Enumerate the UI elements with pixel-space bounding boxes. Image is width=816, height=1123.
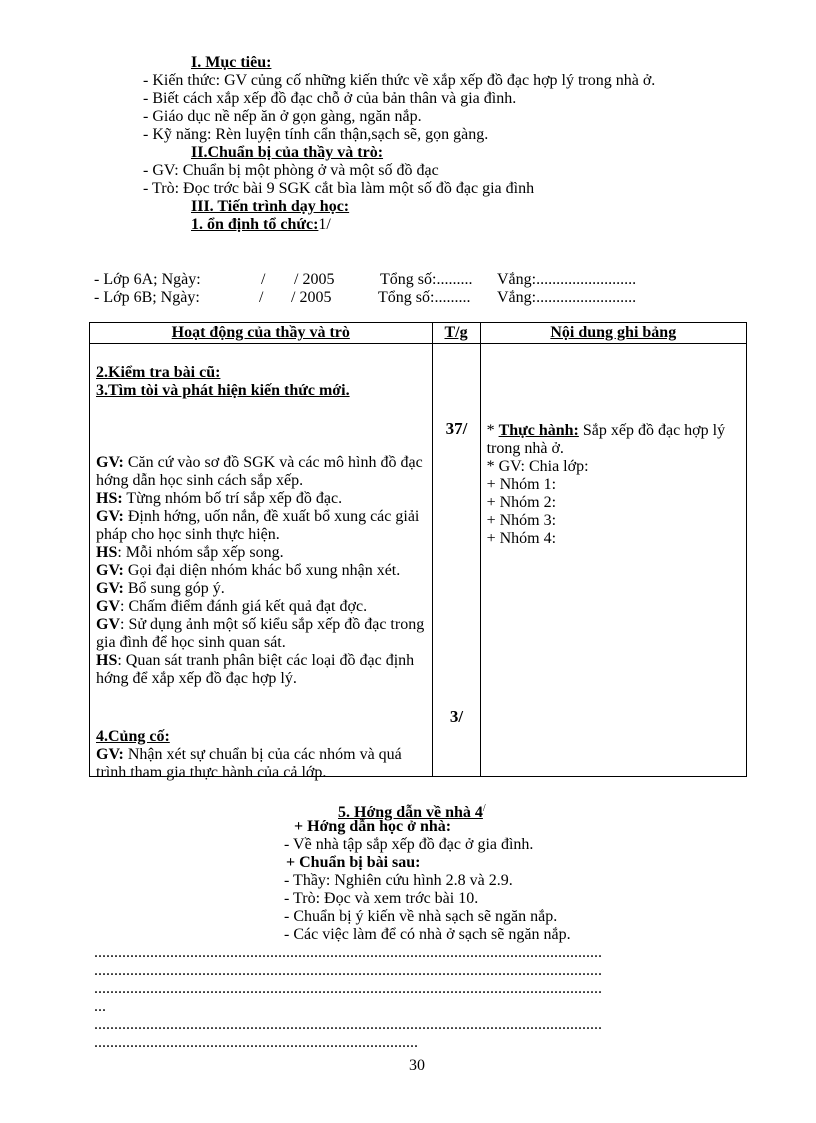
practice-label: Thực hành: bbox=[498, 422, 579, 439]
section-3-heading: III. Tiến trình dạy học: bbox=[191, 198, 350, 215]
content-item: + Nhóm 2: bbox=[486, 494, 557, 511]
activity-actor: HS bbox=[96, 544, 118, 561]
dotted-line: ............................................................................................................................... bbox=[94, 944, 602, 961]
preparation-item: - Trò: Đọc trớc bài 9 SGK cắt bìa làm một số đồ đạc gia đình bbox=[143, 180, 535, 197]
prepare-next-title: + Chuẩn bị bài sau: bbox=[286, 854, 421, 871]
date-year: / 2005 bbox=[291, 289, 332, 306]
total-count: Tổng số:......... bbox=[380, 271, 473, 288]
homework-guide-title: + Hớng dẫn học ở nhà: bbox=[294, 818, 452, 835]
activity-actor: HS: bbox=[96, 490, 123, 507]
date-slash: / bbox=[261, 271, 266, 288]
activity-item bbox=[96, 580, 426, 598]
section-5-heading bbox=[284, 800, 571, 821]
activity-item bbox=[96, 652, 426, 688]
prepare-item: - Các việc làm để có nhà ở sạch sẽ ngăn nắp. bbox=[284, 926, 571, 943]
activities-list bbox=[96, 454, 426, 688]
section-1-heading: I. Mục tiêu: bbox=[191, 54, 272, 71]
attendance-block bbox=[94, 271, 654, 307]
dotted-line: ............................................................................................................................... bbox=[94, 980, 602, 997]
time-cell bbox=[432, 344, 480, 777]
prepare-item: - Thầy: Nghiên cứu hình 2.8 và 2.9. bbox=[284, 872, 513, 889]
content-item: + Nhóm 4: bbox=[486, 530, 557, 547]
date-slash: / bbox=[259, 289, 264, 306]
sub1-label: 1. ổn định tổ chức: bbox=[191, 216, 319, 233]
content-cell bbox=[480, 344, 746, 777]
practice-title bbox=[487, 422, 743, 458]
prepare-item: - Chuẩn bị ý kiến về nhà sạch sẽ ngăn nắp. bbox=[284, 908, 558, 925]
activity-text: : Mỗi nhóm sắp xếp song. bbox=[117, 544, 284, 561]
objective-item: - Biết cách xắp xếp đồ đạc chỗ ở của bản thân và gia đình. bbox=[143, 90, 517, 107]
attendance-row bbox=[94, 271, 654, 289]
activity-actor: HS bbox=[96, 652, 118, 669]
content-block bbox=[487, 422, 743, 548]
header-activities: Hoạt động của thầy và trò bbox=[90, 323, 433, 344]
total-count: Tổng số:......... bbox=[378, 289, 471, 306]
activity-actor: GV bbox=[96, 598, 120, 615]
content-item: + Nhóm 1: bbox=[486, 476, 557, 493]
dotted-line: ............................................................................................................................... bbox=[94, 962, 602, 979]
prepare-next-heading bbox=[284, 854, 571, 872]
dotted-line: ............................................................................................................................... bbox=[94, 1016, 602, 1033]
discover-heading: 3.Tìm tòi và phát hiện kiến thức mới. bbox=[96, 382, 350, 399]
activity-text: : Chấm điểm đánh giá kết quả đạt đợc. bbox=[120, 598, 368, 615]
time-value: 3/ bbox=[449, 707, 464, 726]
sub1-time: 1/ bbox=[318, 216, 331, 233]
objective-item: - Kiến thức: GV củng cố những kiến thức về xắp xếp đồ đạc hợp lý trong nhà ở. bbox=[143, 72, 656, 89]
activity-item bbox=[96, 544, 426, 562]
section-5-time: / bbox=[482, 803, 486, 814]
header-content: Nội dung ghi bảng bbox=[480, 323, 746, 344]
absent-count: Vắng:......................... bbox=[497, 271, 637, 288]
dotted-line: ... bbox=[94, 998, 106, 1015]
preparation-item: - GV: Chuẩn bị một phòng ở và một số đồ đạc bbox=[143, 162, 439, 179]
activity-text: Gọi đại diện nhóm khác bổ xung nhận xét. bbox=[123, 562, 401, 579]
practice-text: Sắp xếp đồ đạc hợp lý trong nhà ở. bbox=[486, 422, 726, 457]
consolidate-heading: 4.Củng cố: bbox=[96, 728, 170, 745]
activity-actor: GV: bbox=[96, 454, 124, 471]
homework-block bbox=[284, 800, 571, 944]
objective-item: - Giáo dục nề nếp ăn ở gọn gàng, ngăn nắp. bbox=[143, 108, 422, 125]
activity-item bbox=[96, 490, 426, 508]
activity-text: Định hớng, uốn nắn, đề xuất bổ xung các giải pháp cho học sinh thực hiện. bbox=[96, 508, 420, 543]
section-5-title: 5. Hớng dẫn về nhà 4 bbox=[338, 804, 483, 821]
section-2-heading: II.Chuẩn bị của thầy và trò: bbox=[191, 144, 384, 161]
header-time: T/g bbox=[432, 323, 480, 344]
activities-cell bbox=[90, 344, 433, 781]
activity-text: Từng nhóm bố trí sắp xếp đồ đạc. bbox=[122, 490, 343, 507]
dotted-line: ................................................................................. bbox=[94, 1034, 418, 1051]
bullet: * bbox=[486, 422, 499, 439]
activity-actor: GV: bbox=[96, 562, 124, 579]
content-item: + Nhóm 3: bbox=[486, 512, 557, 529]
absent-count: Vắng:......................... bbox=[497, 289, 637, 306]
content-item: * GV: Chia lớp: bbox=[486, 458, 589, 475]
activity-item bbox=[96, 562, 426, 580]
homework-item: - Về nhà tập sắp xếp đồ đạc ở gia đình. bbox=[284, 836, 534, 853]
table-body-row bbox=[90, 344, 747, 777]
homework-guide-heading bbox=[284, 818, 571, 836]
activity-actor: GV: bbox=[96, 580, 124, 597]
activity-item bbox=[96, 454, 426, 490]
review-heading: 2.Kiểm tra bài cũ: bbox=[96, 364, 221, 381]
time-value: 37/ bbox=[445, 419, 468, 438]
activity-actor: GV bbox=[96, 616, 120, 633]
activity-text: Căn cứ vào sơ đồ SGK và các mô hình đồ đạc hớng dẫn học sinh cách sắp xếp. bbox=[96, 454, 423, 489]
activity-item bbox=[96, 508, 426, 544]
date-year: / 2005 bbox=[294, 271, 335, 288]
prepare-item: - Trò: Đọc và xem trớc bài 10. bbox=[284, 890, 479, 907]
activity-text: Nhận xét sự chuẩn bị của các nhóm và quá trình tham gia thực hành của cả lớp. bbox=[96, 746, 402, 781]
activity-actor: GV: bbox=[96, 746, 124, 763]
table-header-row bbox=[90, 323, 747, 344]
activity-text: : Sử dụng ảnh một số kiểu sắp xếp đồ đạc trong gia đình để học sinh quan sát. bbox=[96, 616, 425, 651]
objectives-block bbox=[143, 54, 743, 234]
class-label: - Lớp 6A; Ngày: bbox=[94, 271, 201, 288]
notes-lines bbox=[94, 944, 602, 1052]
activity-actor: GV: bbox=[96, 508, 124, 525]
objective-item: - Kỹ năng: Rèn luyện tính cẩn thận,sạch sẽ, gọn gàng. bbox=[143, 126, 489, 143]
lesson-table bbox=[89, 322, 747, 781]
page-number: 30 bbox=[409, 1057, 425, 1074]
class-label: - Lớp 6B; Ngày: bbox=[94, 289, 200, 306]
consolidate-item bbox=[96, 746, 426, 782]
activity-text: Bổ sung góp ý. bbox=[123, 580, 225, 597]
activity-text: : Quan sát tranh phân biệt các loại đồ đạc định hớng để xắp xếp đồ đạc hợp lý. bbox=[96, 652, 415, 687]
activity-item bbox=[96, 598, 426, 616]
section-3-sub1 bbox=[143, 216, 743, 234]
activity-item bbox=[96, 616, 426, 652]
attendance-row bbox=[94, 289, 654, 307]
